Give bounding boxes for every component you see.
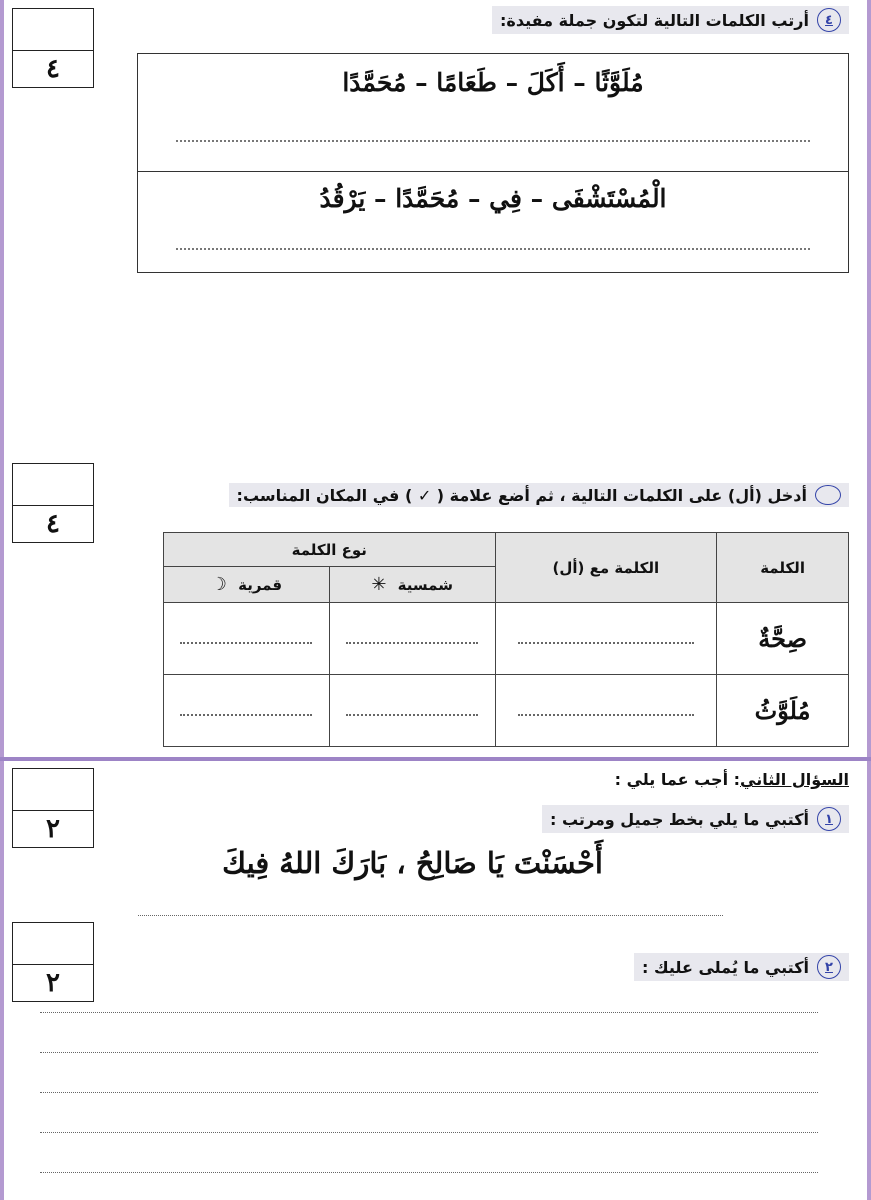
sun-icon: ✳ — [371, 574, 387, 595]
col-with-al-header: الكلمة مع (أل) — [495, 533, 717, 603]
section2-title-rest: : أجب عما يلي : — [614, 770, 741, 789]
qamariya-label: قمرية — [238, 576, 283, 594]
q5-number-circle — [815, 485, 841, 505]
q4-title-bar — [492, 6, 849, 34]
s2q1-sentence: أَحْسَنْتَ يَا صَالِحُ ، بَارَكَ اللهُ فِيكَ — [222, 846, 603, 880]
q5-score-blank[interactable] — [13, 464, 93, 506]
dictation-line-4[interactable] — [40, 1132, 818, 1133]
s2q1-number: ١ — [817, 807, 841, 831]
q4-answer-line-2[interactable] — [176, 248, 810, 250]
moon-icon: ☽ — [210, 574, 227, 595]
word-cell: مُلَوَّثُ — [717, 675, 849, 747]
col-word-header: الكلمة — [717, 533, 849, 603]
section2-title — [615, 770, 849, 789]
section-divider — [0, 757, 871, 761]
q4-words-2: الْمُسْتَشْفَى – فِي – مُحَمَّدًا – يَرْقُدُ — [319, 184, 667, 213]
s2q1-score-blank[interactable] — [13, 769, 93, 811]
q5-table — [163, 532, 849, 747]
dictation-line-1[interactable] — [40, 1012, 818, 1013]
dictation-line-3[interactable] — [40, 1092, 818, 1093]
table-row — [164, 603, 849, 675]
q5-score-box — [12, 463, 94, 543]
s2q1-title-bar — [542, 805, 849, 833]
s2q2-score-blank[interactable] — [13, 923, 93, 965]
dictation-line-2[interactable] — [40, 1052, 818, 1053]
shamsiya-cell[interactable] — [329, 675, 495, 747]
table-row — [164, 675, 849, 747]
col-shamsiya-header — [329, 567, 495, 603]
q5-title: أدخل (أل) على الكلمات التالية ، ثم أضع علامة ( ✓ ) في المكان المناسب: — [236, 485, 807, 505]
q4-answer-box — [137, 53, 849, 273]
q4-title: أرتب الكلمات التالية لتكون جملة مفيدة: — [500, 10, 809, 30]
s2q2-score-box — [12, 922, 94, 1002]
q4-score-blank[interactable] — [13, 9, 93, 51]
s2q1-writing-line[interactable] — [138, 915, 723, 916]
s2q2-score: ٢ — [46, 968, 60, 998]
shamsiya-label: شمسية — [397, 576, 453, 594]
q5-score: ٤ — [46, 509, 60, 539]
col-qamariya-header — [164, 567, 330, 603]
q4-row-2 — [138, 172, 848, 272]
q4-number: ٤ — [817, 8, 841, 32]
col-type-header: نوع الكلمة — [164, 533, 496, 567]
s2q1-title: أكتبي ما يلي بخط جميل ومرتب : — [550, 809, 809, 829]
s2q1-score: ٢ — [46, 814, 60, 844]
word-cell: صِحَّةٌ — [717, 603, 849, 675]
s2q2-title-bar — [634, 953, 849, 981]
s2q2-title: أكتبي ما يُملى عليك : — [642, 957, 809, 977]
shamsiya-cell[interactable] — [329, 603, 495, 675]
s2q2-number: ٢ — [817, 955, 841, 979]
qamariya-cell[interactable] — [164, 603, 330, 675]
q4-score: ٤ — [46, 54, 60, 84]
q4-row-1 — [138, 54, 848, 172]
with-al-cell[interactable] — [495, 603, 717, 675]
s2q1-score-box — [12, 768, 94, 848]
q5-title-bar — [229, 483, 849, 507]
dictation-line-5[interactable] — [40, 1172, 818, 1173]
section2-label: السؤال الثاني — [740, 770, 849, 789]
q4-score-box — [12, 8, 94, 88]
q4-answer-line-1[interactable] — [176, 140, 810, 142]
q4-words-1: مُلَوَّثًا – أَكَلَ – طَعَامًا – مُحَمَّدًا — [342, 68, 644, 97]
with-al-cell[interactable] — [495, 675, 717, 747]
qamariya-cell[interactable] — [164, 675, 330, 747]
